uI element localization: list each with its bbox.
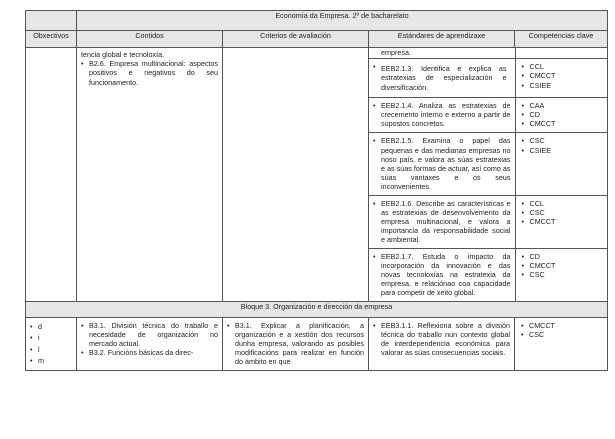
competencia: • CMCCT bbox=[520, 119, 605, 128]
block3-obxectivos bbox=[26, 317, 77, 370]
obxectivo: • l bbox=[28, 344, 74, 356]
header-obxectivos: Obxectivos bbox=[26, 31, 77, 48]
obxectivo: • i bbox=[28, 332, 74, 344]
column-headers bbox=[26, 31, 608, 48]
block3-title: Bloque 3. Organización e dirección da empresa bbox=[26, 301, 608, 317]
criterio-b3-1: • B3.1. Explicar a planificación, a organización e a xestión dos recursos dunha empresa, valorando as posibles modificacións para realizar en función do ámbito en que bbox=[227, 321, 364, 367]
competencia: • CMCCT bbox=[520, 71, 605, 80]
competencia: • CMCCT bbox=[520, 217, 605, 226]
standard-row bbox=[369, 133, 608, 195]
standard-eeb2-1-4: • EEB2.1.4. Analiza as estratexias de crecemento interno e externo a partir de supostos concretos. bbox=[373, 101, 511, 129]
block2-obxectivos bbox=[26, 48, 77, 302]
competencia: • CSIEE bbox=[520, 146, 605, 155]
competencia: • CCL bbox=[520, 199, 605, 208]
block3-row bbox=[26, 317, 608, 370]
competencia: • CMCCT bbox=[520, 261, 605, 270]
contido-continuation: tencia global e tecnoloxía. bbox=[81, 50, 165, 59]
competencia: • CSC bbox=[520, 270, 605, 279]
obxectivo: • m bbox=[28, 355, 74, 367]
block3-contidos bbox=[77, 317, 223, 370]
block2-contidos bbox=[77, 48, 223, 302]
block3-standards bbox=[369, 317, 515, 370]
competencia: • CSC bbox=[520, 208, 605, 217]
header-competencias: Competencias clave bbox=[515, 31, 608, 48]
table-title: Economía da Empresa. 2º de bacharelato bbox=[77, 11, 608, 31]
standard-eeb2-1-3: • EEB2.1.3. Identifica e explica as estratexias de especialización e diversificación. bbox=[373, 62, 511, 94]
competencia: • CAA bbox=[520, 101, 605, 110]
standard-eeb2-1-5: • EEB2.1.5. Examina o papel das pequenas e das medianas empresas no noso país, e valora as súas estratexias e as súas formas de actuar, así como as súas vantaxes e os seus inconvenientes. bbox=[373, 136, 511, 191]
standard-row bbox=[369, 248, 608, 301]
contido-b3-1: • B3.1. División técnica do traballo e necesidade de organización no mercado actual. bbox=[81, 321, 218, 349]
competencia: • CSIEE bbox=[520, 81, 605, 90]
obxectivo: • d bbox=[28, 321, 74, 333]
contido-b3-2: • B3.2. Funcións básicas da direc- bbox=[81, 348, 218, 357]
header-contidos: Contidos bbox=[77, 31, 223, 48]
standard-row bbox=[369, 48, 608, 59]
curriculum-table bbox=[25, 10, 608, 371]
competencia: • CCL bbox=[520, 62, 605, 71]
standard-eeb3-1-1: • EEB3.1.1. Reflexiona sobre a división técnica do traballo nun contexto global de interdependencia económica para valorar as súas consecuencias sociais. bbox=[373, 321, 510, 358]
standard-eeb2-1-6: • EEB2.1.6. Describe as características e as estratexias de desenvolvemento da empresa multinacional, e valora a importancia da responsabilidade social e ambiental. bbox=[373, 199, 511, 245]
standard-row bbox=[369, 97, 608, 133]
standard-continuation: empresa. bbox=[381, 48, 411, 57]
competencia: • CD bbox=[520, 252, 605, 261]
competencia: • CSC bbox=[520, 136, 605, 145]
competencia: • CSC bbox=[519, 330, 603, 339]
block2-criterios bbox=[223, 48, 369, 302]
standards-subtable bbox=[369, 48, 608, 301]
header-estandares: Estándares de aprendizaxe bbox=[369, 31, 515, 48]
block3-criterios bbox=[223, 317, 369, 370]
standard-row bbox=[369, 195, 608, 248]
block3-competencias bbox=[515, 317, 608, 370]
standard-row bbox=[369, 59, 608, 98]
block2-row bbox=[26, 48, 608, 302]
competencia: • CMCCT bbox=[519, 321, 603, 330]
competencia: • CD bbox=[520, 110, 605, 119]
header-criterios: Criterios de avaliación bbox=[223, 31, 369, 48]
contido-b2-6: • B2.6. Empresa multinacional: aspectos positivos e negativos do seu funcionamento. bbox=[81, 59, 218, 87]
standard-eeb2-1-7: • EEB2.1.7. Estuda o impacto da incorporación da innovación e das novas tecnoloxías na estratexia da empresa, e relaciónao coa capacidade para competir de xeito global. bbox=[373, 252, 511, 298]
